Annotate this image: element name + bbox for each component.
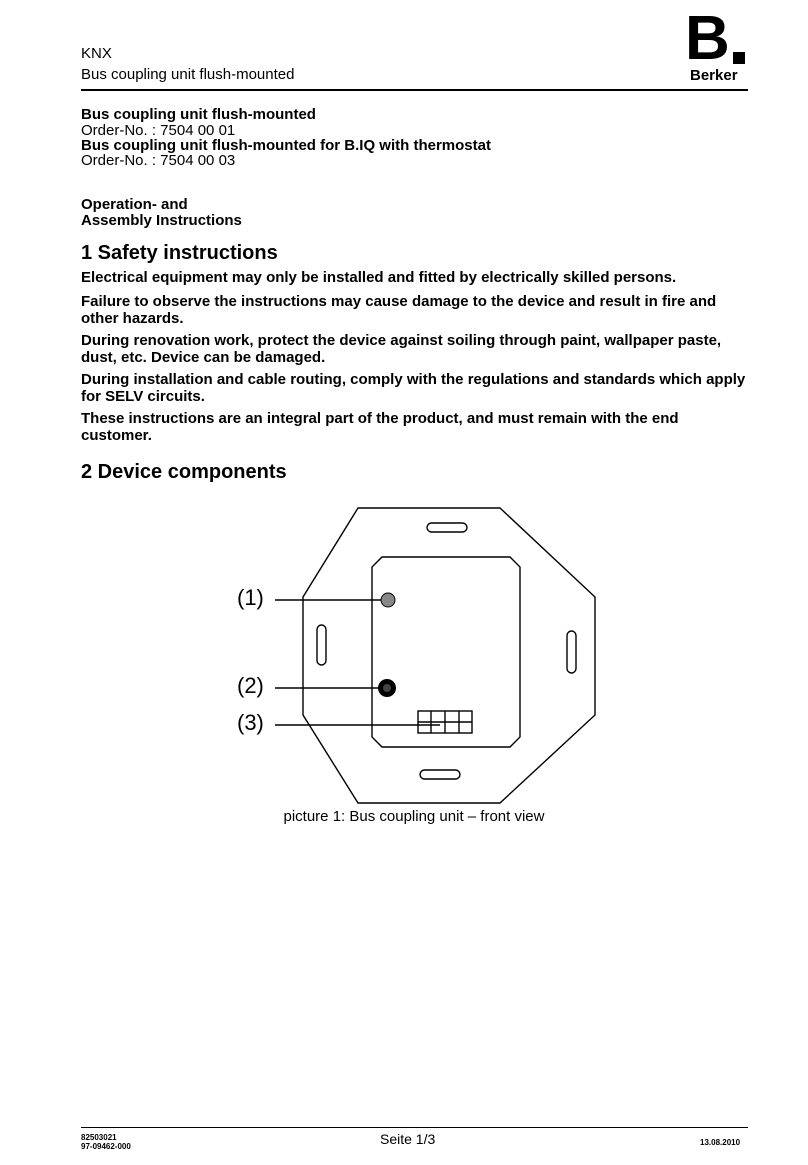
safety-paragraph: Failure to observe the instructions may cause damage to the device and result in fire and other hazards.	[81, 293, 717, 327]
device-front-view-drawing	[230, 505, 600, 805]
header-rule	[81, 89, 748, 91]
section-title-safety: 1 Safety instructions	[81, 242, 278, 264]
safety-paragraph: Electrical equipment may only be installed and fitted by electrically skilled persons.	[81, 269, 677, 286]
safety-paragraph: During installation and cable routing, comply with the regulations and standards which apply for SELV circuits.	[81, 371, 746, 405]
berker-logo-dot	[733, 52, 745, 64]
frame-outline	[303, 508, 595, 803]
inner-module	[372, 557, 520, 747]
safety-paragraph: During renovation work, protect the device against soiling through paint, wallpaper paste, dust, etc. Device can be damaged.	[81, 332, 722, 366]
slot-top	[427, 523, 467, 532]
footer-rule	[81, 1127, 748, 1128]
berker-logo-b: B	[685, 4, 728, 73]
header-category: KNX	[81, 45, 112, 62]
header-product: Bus coupling unit flush-mounted	[81, 66, 295, 83]
order-number-1: Order-No. : 7504 00 01	[81, 122, 236, 139]
programming-led	[381, 593, 395, 607]
slot-left	[317, 625, 326, 665]
berker-logo-text: Berker	[690, 67, 738, 84]
callout-label-2: (2)	[237, 673, 264, 698]
slot-bottom	[420, 770, 460, 779]
callout-label-3: (3)	[237, 710, 264, 735]
order-number-2: Order-No. : 7504 00 03	[81, 152, 236, 169]
section-title-components: 2 Device components	[81, 461, 287, 483]
doc-type-line-2: Assembly Instructions	[81, 212, 242, 229]
product-name-2: Bus coupling unit flush-mounted for B.IQ with thermostat	[81, 137, 491, 154]
footer-code-2: 97-09462-000	[81, 1142, 131, 1151]
footer-page-number: Seite 1/3	[380, 1131, 436, 1147]
product-name-1: Bus coupling unit flush-mounted	[81, 106, 316, 123]
doc-type-line-1: Operation- and	[81, 196, 188, 213]
safety-paragraph: These instructions are an integral part of the product, and must remain with the end customer.	[81, 410, 679, 444]
slot-right	[567, 631, 576, 673]
footer-code-1: 82503021	[81, 1133, 117, 1142]
callout-label-1: (1)	[237, 585, 264, 610]
footer-date: 13.08.2010	[700, 1138, 741, 1147]
figure-caption: picture 1: Bus coupling unit – front view	[283, 808, 545, 825]
